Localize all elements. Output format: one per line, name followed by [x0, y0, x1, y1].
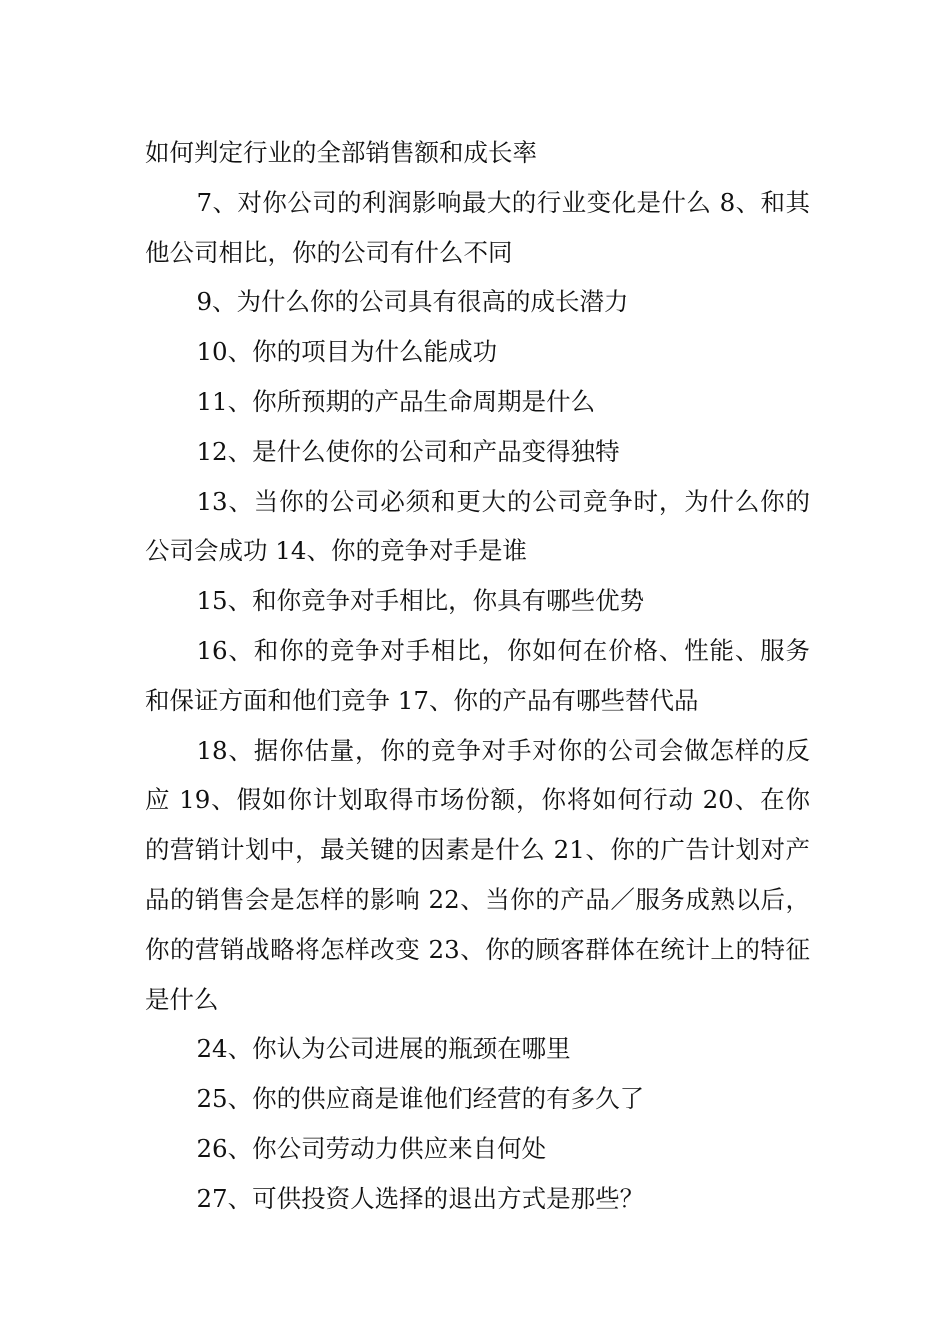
paragraph-9: 16、和你的竞争对手相比，你如何在价格、性能、服务和保证方面和他们竞争 17、你的产品有哪些替代品 [145, 635, 810, 715]
paragraph-13: 26、你公司劳动力供应来自何处 [196, 1133, 547, 1163]
paragraph-11: 24、你认为公司进展的瓶颈在哪里 [196, 1034, 571, 1064]
paragraph-1: 如何判定行业的全部销售额和成长率 [145, 138, 537, 167]
paragraph-5: 11、你所预期的产品生命周期是什么 [196, 386, 596, 416]
document-page [145, 128, 810, 1224]
paragraph-14: 27、可供投资人选择的退出方式是那些？ [196, 1183, 645, 1213]
paragraph-6: 12、是什么使你的公司和产品变得独特 [196, 436, 620, 466]
paragraph-10: 18、据你估量，你的竞争对手对你的公司会做怎样的反应 19、假如你计划取得市场份额，你将如何行动 20、在你的营销计划中，最关键的因素是什么 21、你的广告计划对产品的销售会是怎样的影响 22、当你的产品／服务成熟以后，你的营销战略将怎样改变 23、你的顾客群体在统计上的特征是什么 [145, 735, 810, 1014]
paragraph-3: 9、为什么你的公司具有很高的成长潜力 [196, 287, 629, 317]
paragraph-8: 15、和你竞争对手相比，你具有哪些优势 [196, 586, 645, 616]
paragraph-7: 13、当你的公司必须和更大的公司竞争时，为什么你的公司会成功 14、你的竞争对手是谁 [145, 486, 810, 566]
paragraph-2: 7、对你公司的利润影响最大的行业变化是什么 8、和其他公司相比，你的公司有什么不同 [145, 187, 810, 267]
paragraph-4: 10、你的项目为什么能成功 [196, 337, 498, 367]
paragraph-12: 25、你的供应商是谁他们经营的有多久了 [196, 1084, 645, 1114]
